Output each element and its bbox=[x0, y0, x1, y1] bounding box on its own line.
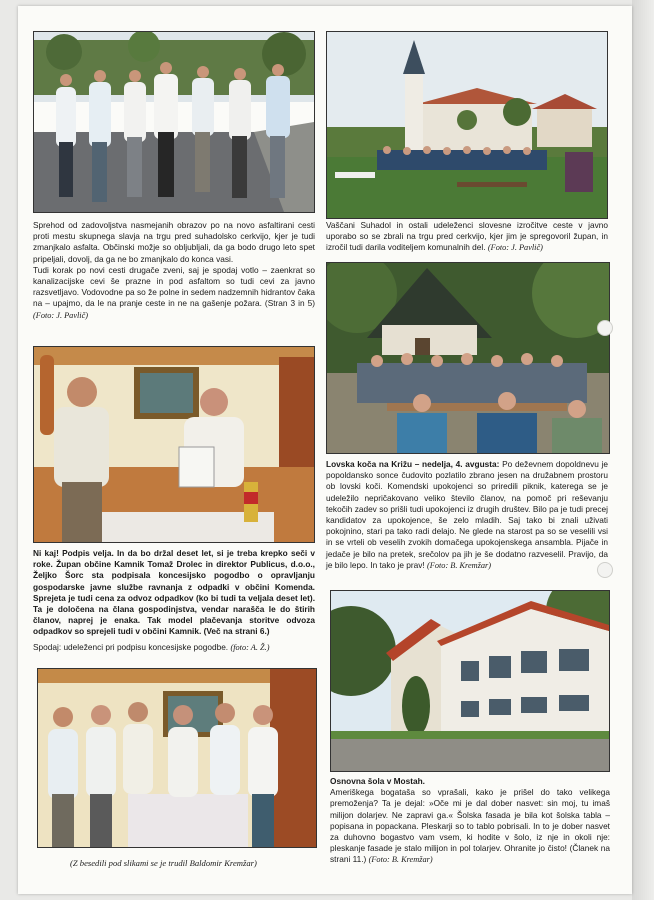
caption-road-walk-p1: Sprehod od zadovoljstva nasmejanih obrazov po na novo asfaltirani cesti proti mestu skupnega slavja na trgu pred suhadolsko cerkvijo, kjer je tudi zmanjkalo asfalta. Občinski možje so obljubljali, da ga bodo drugo leto spet pripeljali, dovolj, da ga ne bo zmanjkalo do konca vasi. bbox=[33, 220, 315, 264]
caption-school-text: Ameriškega bogataša so vprašali, kako je prišel do tako velikega premoženja? Ta je dejal: »Oče mi je dal dober nasvet: sin moj, tu imaš milijon dolarjev. Ne zapravi ga.« Šolska fasada je bila kot šolska tabla – popisana in popackana. Pleskarji so to tablo pobrisali. In to je dober nasvet za duhovno bogastvo vam vsem, ki hodite v šolo, iz nje in okoli nje: pleskanje fasade je stalo milijon in pol tolarjev. Ohranite jo čisto! (Članek na strani 11.) bbox=[330, 787, 610, 865]
caption-signing bbox=[33, 548, 315, 653]
caption-lodge-text: Po deževnem dopoldnevu je popoldansko sonce čudovito pozlatilo zbrano jesen na družabnem prostoru ob lovski koči. Komendski upokojenci so priredili piknik, katerega se je udeležilo nepričakovano veliko število članov, na pomoč pri reševanju tekočih zadev so prišli tudi upokojenci iz drugih društev. Bilo pa je tudi precej kandidatov za upokojence, še zelo mladih. Saj tako bi znali uživati pokojnino, stari pa tako radi delajo. Ne glede na starost pa so se veselili vsi in se vrteli ob veselih zvokih domačega upokojenskega ansambla. Pijače in jedače je bilo na pretek, srečolov pa jih je še dodatno razveselil. Pravijo, da je bilo lepo. In tako je prav! bbox=[326, 459, 608, 570]
caption-church-text: Vaščani Suhadol in ostali udeleženci slovesne izročitve ceste v javno uporabo so se zbrali na trgu pred cerkvijo, kjer jim je spregovoril župan, in izročil tudi darila voditeljem komunalnih del. bbox=[326, 220, 608, 253]
caption-church bbox=[326, 220, 608, 254]
photo-credit: (Foto: B. Kremžar) bbox=[368, 855, 433, 865]
closing-note: (Z besedili pod slikami se je trudil Baldomir Kremžar) bbox=[70, 858, 257, 868]
caption-below-text: Spodaj: udeleženci pri podpisu koncesijske pogodbe. bbox=[33, 641, 229, 652]
binder-hole bbox=[597, 320, 613, 336]
photo-church-square bbox=[326, 31, 608, 219]
photo-credit: (Foto: B. Kremžar) bbox=[427, 560, 492, 570]
caption-road-walk bbox=[33, 220, 315, 321]
photo-school bbox=[330, 590, 610, 772]
photo-credit: (foto: A. Ž.) bbox=[230, 642, 270, 652]
caption-lodge-lead: Lovska koča na Križu – nedelja, 4. avgusta: bbox=[326, 459, 500, 469]
photo-officials-walking bbox=[33, 31, 315, 213]
photo-credit: (Foto: J. Pavlič) bbox=[33, 310, 89, 320]
photo-lodge-picnic bbox=[326, 262, 610, 454]
photo-credit: (Foto: J. Pavlič) bbox=[487, 243, 543, 253]
caption-signing-text: Ni kaj! Podpis velja. In da bo držal deset let, si je treba krepko seči v roke. Župan občine Kamnik Tomaž Drolec in direktor Publicus, d.o.o., Željko Šorc sta podpisala koncesijsko pogodbo o opravljanju gospodarske javne službe ravnanja z odpadki v občini Komenda. Sprejeta je tudi cena za odvoz odpadkov (ko bi tudi ta veljala deset let). Ta je določena na člana gospodinjstva, vendar narašča le do štirih članov, naprej je enaka. Tak model plačevanja storitve odvoza odpadkov so sprejeli tudi v občini Kamnik. (Več na strani 6.) bbox=[33, 548, 315, 637]
caption-road-walk-p2: Tudi korak po novi cesti drugače zveni, saj je spodaj votlo – zaenkrat so kanalizacijske cevi še prazne in pod asfaltom so tudi cevi za javno razsvetljavo. Vodovodne pa so že polne in sedem nadzemnih hidrantov čaka na – upajmo, da le na pranje ceste in ne na gašenje požara. (Stran 3 in 5) bbox=[33, 264, 315, 309]
photo-handshake bbox=[33, 346, 315, 543]
photo-group-signing bbox=[37, 668, 317, 848]
caption-lodge bbox=[326, 459, 608, 571]
caption-school bbox=[330, 776, 610, 866]
binder-hole bbox=[597, 562, 613, 578]
caption-school-title: Osnovna šola v Mostah. bbox=[330, 776, 425, 786]
page-edge bbox=[632, 0, 654, 900]
